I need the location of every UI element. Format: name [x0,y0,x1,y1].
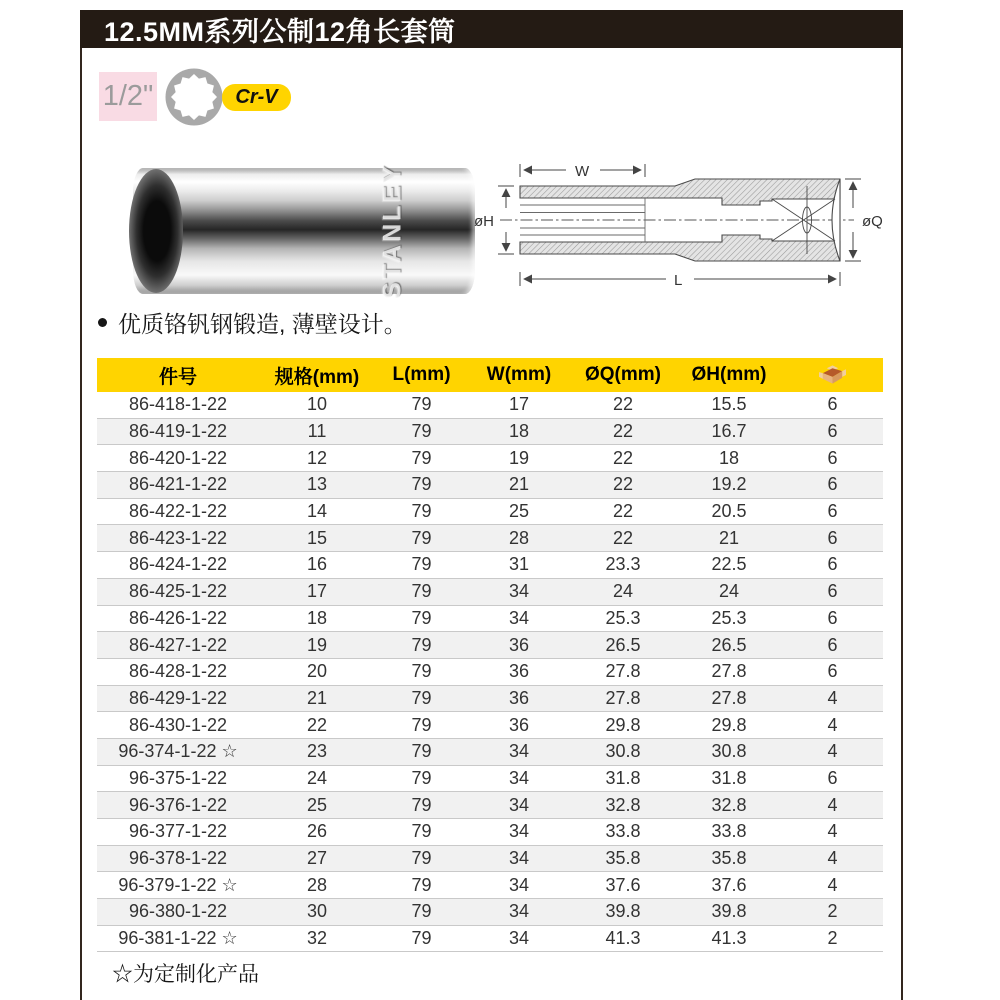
cell-part-no: 86-418-1-22 [97,392,259,418]
cell-spec: 21 [259,685,375,712]
spec-table [97,358,883,952]
cell-width: 17 [468,392,570,418]
cell-part-no: 96-381-1-22 ☆ [97,925,259,952]
cell-pack-qty: 4 [782,792,883,819]
cell-spec: 19 [259,632,375,659]
cell-dia-h: 30.8 [676,738,782,765]
cell-length: 79 [375,685,468,712]
cell-length: 79 [375,658,468,685]
crv-label: Cr-V [235,86,278,108]
cell-dia-q: 22 [570,498,676,525]
col-header-width: W(mm) [468,358,570,392]
open-carton-box-icon [819,364,846,386]
page-title: 12.5MM系列公制12角长套筒 [104,16,456,47]
cell-width: 25 [468,498,570,525]
cell-pack-qty: 2 [782,925,883,952]
page-border-right [901,10,903,1000]
table-row [97,632,883,659]
cell-dia-h: 39.8 [676,899,782,926]
cell-dia-q: 39.8 [570,899,676,926]
cell-part-no: 86-425-1-22 [97,578,259,605]
cell-dia-h: 41.3 [676,925,782,952]
cell-spec: 18 [259,605,375,632]
cell-width: 36 [468,632,570,659]
cell-spec: 25 [259,792,375,819]
cell-length: 79 [375,632,468,659]
cell-length: 79 [375,552,468,579]
cell-dia-h: 18 [676,445,782,472]
cell-width: 36 [468,712,570,739]
cell-dia-h: 37.6 [676,872,782,899]
table-row [97,498,883,525]
cell-spec: 12 [259,445,375,472]
cell-spec: 13 [259,472,375,499]
cell-width: 19 [468,445,570,472]
cell-width: 34 [468,738,570,765]
cell-dia-h: 26.5 [676,632,782,659]
drive-size-label: 1/2" [102,80,154,112]
dim-q-label: øQ [862,213,883,230]
table-row [97,738,883,765]
col-header-dia-q: ØQ(mm) [570,358,676,392]
cell-dia-h: 33.8 [676,819,782,846]
cell-dia-q: 30.8 [570,738,676,765]
col-header-pack [782,358,883,392]
table-row [97,845,883,872]
cell-width: 34 [468,925,570,952]
cell-part-no: 86-424-1-22 [97,552,259,579]
cell-part-no: 86-426-1-22 [97,605,259,632]
cell-dia-q: 22 [570,445,676,472]
cell-dia-h: 32.8 [676,792,782,819]
technical-drawing [470,148,890,300]
cell-dia-q: 32.8 [570,792,676,819]
table-header-row [97,358,883,392]
cell-dia-h: 29.8 [676,712,782,739]
cell-length: 79 [375,445,468,472]
cell-pack-qty: 4 [782,819,883,846]
cell-spec: 20 [259,658,375,685]
cell-pack-qty: 4 [782,845,883,872]
cell-pack-qty: 4 [782,685,883,712]
cell-dia-q: 22 [570,418,676,445]
cell-spec: 22 [259,712,375,739]
col-header-length: L(mm) [375,358,468,392]
cell-width: 34 [468,792,570,819]
title-bar [80,10,903,48]
brand-engraving: STANLEY [378,163,407,299]
cell-width: 36 [468,658,570,685]
cell-pack-qty: 6 [782,552,883,579]
cell-dia-h: 31.8 [676,765,782,792]
cell-dia-q: 29.8 [570,712,676,739]
table-row [97,605,883,632]
cell-length: 79 [375,738,468,765]
cell-spec: 32 [259,925,375,952]
cell-pack-qty: 6 [782,578,883,605]
cell-pack-qty: 6 [782,445,883,472]
cell-part-no: 86-430-1-22 [97,712,259,739]
cell-dia-h: 22.5 [676,552,782,579]
cell-dia-q: 37.6 [570,872,676,899]
cell-dia-q: 31.8 [570,765,676,792]
cell-dia-q: 26.5 [570,632,676,659]
page-border-left [80,10,82,1000]
table-row [97,819,883,846]
cell-dia-q: 35.8 [570,845,676,872]
wall-top [520,179,840,205]
cell-dia-q: 22 [570,472,676,499]
cell-dia-q: 41.3 [570,925,676,952]
table-row [97,552,883,579]
bullet-dot-icon [98,318,107,327]
cell-pack-qty: 6 [782,525,883,552]
col-header-part-no: 件号 [97,358,259,392]
table-row [97,925,883,952]
cell-width: 34 [468,765,570,792]
cell-dia-h: 27.8 [676,658,782,685]
cell-pack-qty: 6 [782,658,883,685]
cell-part-no: 86-429-1-22 [97,685,259,712]
cell-length: 79 [375,525,468,552]
cell-pack-qty: 6 [782,472,883,499]
cell-spec: 10 [259,392,375,418]
drive-size-badge [99,72,157,121]
cell-pack-qty: 6 [782,498,883,525]
table-row [97,578,883,605]
cell-part-no: 96-375-1-22 [97,765,259,792]
socket-opening [129,169,183,293]
cell-spec: 26 [259,819,375,846]
col-header-spec: 规格(mm) [259,358,375,392]
cell-dia-q: 22 [570,392,676,418]
twelve-point-ring-icon [162,65,226,129]
table-row [97,899,883,926]
cell-pack-qty: 6 [782,632,883,659]
cell-part-no: 96-379-1-22 ☆ [97,872,259,899]
cell-part-no: 86-427-1-22 [97,632,259,659]
cell-width: 34 [468,819,570,846]
cell-dia-q: 27.8 [570,658,676,685]
cell-dia-h: 25.3 [676,605,782,632]
cell-length: 79 [375,819,468,846]
cell-width: 34 [468,845,570,872]
cell-part-no: 96-374-1-22 ☆ [97,738,259,765]
dim-l-label: L [674,272,683,289]
cell-dia-h: 19.2 [676,472,782,499]
cell-width: 18 [468,418,570,445]
cell-dia-q: 33.8 [570,819,676,846]
cell-dia-q: 24 [570,578,676,605]
cell-spec: 16 [259,552,375,579]
cell-width: 21 [468,472,570,499]
cell-length: 79 [375,872,468,899]
cell-length: 79 [375,578,468,605]
cell-length: 79 [375,498,468,525]
table-row [97,472,883,499]
cell-length: 79 [375,392,468,418]
table-row [97,392,883,418]
cell-part-no: 86-421-1-22 [97,472,259,499]
cell-width: 34 [468,899,570,926]
cell-dia-q: 23.3 [570,552,676,579]
table-row [97,792,883,819]
table-row [97,712,883,739]
cell-part-no: 86-423-1-22 [97,525,259,552]
wall-bottom [520,235,840,261]
spec-table-body [97,392,883,952]
cell-spec: 27 [259,845,375,872]
dim-h-label: øH [474,213,494,230]
feature-text: 优质铬钒钢锻造, 薄壁设计。 [118,311,407,337]
cell-pack-qty: 6 [782,605,883,632]
cell-dia-h: 15.5 [676,392,782,418]
cell-length: 79 [375,925,468,952]
cell-pack-qty: 4 [782,738,883,765]
cell-width: 31 [468,552,570,579]
cell-spec: 23 [259,738,375,765]
feature-bullet [98,306,407,339]
cell-width: 36 [468,685,570,712]
cell-spec: 11 [259,418,375,445]
table-row [97,658,883,685]
cell-spec: 14 [259,498,375,525]
cell-dia-q: 22 [570,525,676,552]
table-row [97,445,883,472]
cell-length: 79 [375,765,468,792]
cell-dia-h: 24 [676,578,782,605]
cell-length: 79 [375,899,468,926]
cell-part-no: 86-420-1-22 [97,445,259,472]
cell-width: 28 [468,525,570,552]
socket-body [133,168,475,294]
cell-spec: 17 [259,578,375,605]
cell-width: 34 [468,605,570,632]
cell-width: 34 [468,872,570,899]
cell-spec: 28 [259,872,375,899]
cell-part-no: 96-378-1-22 [97,845,259,872]
table-row [97,685,883,712]
cell-part-no: 86-428-1-22 [97,658,259,685]
footnote: ☆为定制化产品 [112,963,259,986]
cell-pack-qty: 6 [782,418,883,445]
cell-length: 79 [375,418,468,445]
cell-pack-qty: 6 [782,392,883,418]
cell-pack-qty: 4 [782,872,883,899]
cell-length: 79 [375,472,468,499]
product-photo [133,163,475,299]
dim-w-label: W [575,163,590,180]
table-row [97,872,883,899]
cell-part-no: 96-377-1-22 [97,819,259,846]
cell-length: 79 [375,792,468,819]
cell-part-no: 96-376-1-22 [97,792,259,819]
cell-pack-qty: 2 [782,899,883,926]
cell-dia-q: 27.8 [570,685,676,712]
table-row [97,765,883,792]
cell-spec: 24 [259,765,375,792]
cell-spec: 15 [259,525,375,552]
crv-badge [222,84,291,111]
cell-spec: 30 [259,899,375,926]
cell-dia-h: 21 [676,525,782,552]
cell-length: 79 [375,845,468,872]
cell-part-no: 96-380-1-22 [97,899,259,926]
cell-dia-h: 16.7 [676,418,782,445]
cell-width: 34 [468,578,570,605]
cell-length: 79 [375,605,468,632]
table-row [97,525,883,552]
cell-part-no: 86-419-1-22 [97,418,259,445]
table-row [97,418,883,445]
cell-length: 79 [375,712,468,739]
cell-dia-h: 20.5 [676,498,782,525]
cell-pack-qty: 6 [782,765,883,792]
cell-dia-h: 35.8 [676,845,782,872]
cell-dia-h: 27.8 [676,685,782,712]
cell-dia-q: 25.3 [570,605,676,632]
col-header-dia-h: ØH(mm) [676,358,782,392]
cell-part-no: 86-422-1-22 [97,498,259,525]
cell-pack-qty: 4 [782,712,883,739]
